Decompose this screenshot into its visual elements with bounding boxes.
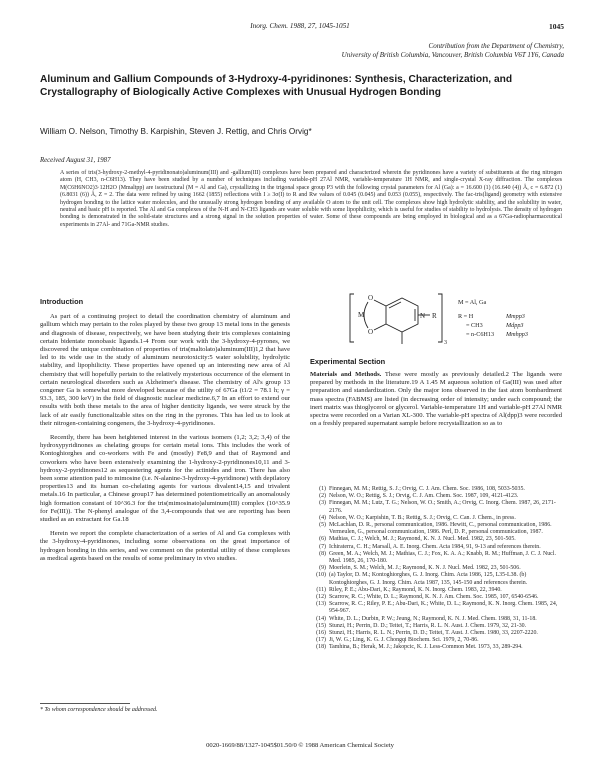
reference-item (310, 637, 562, 644)
chelate-arc (364, 302, 368, 328)
reference-text: Stunzi, H.; Harris, R. L. N.; Perrin, D. D.; Teitei, T. Aust. J. Chem. 1980, 33, 2207-2220. (329, 630, 538, 637)
contribution-line-1: Contribution from the Department of Chemistry, (428, 42, 564, 50)
reference-number: (3) (319, 500, 326, 507)
running-header (0, 22, 600, 36)
reference-number: (7) (319, 543, 326, 550)
experimental-text (310, 371, 562, 428)
reference-text: McLachlan, D. R., personal communication, 1986. Hewitt, C., personal communication, 1986. Vermeulen, G., personal communication, 1986. Perl, D. P., personal communication, 1987. (329, 522, 552, 536)
copyright-footer: 0020-1669/88/1327-1045$01.50/0 © 1988 American Chemical Society (206, 742, 394, 749)
reference-number: (6) (319, 536, 326, 543)
legend-r-hex: = n-C6H13 (466, 331, 495, 338)
bracket-right (438, 294, 442, 342)
bracket-left (350, 294, 354, 342)
bond-oxygen (374, 324, 386, 330)
left-column (40, 292, 290, 569)
reference-number: (5) (319, 522, 326, 529)
reference-item (310, 623, 562, 630)
reference-item (310, 544, 562, 551)
reference-item (310, 522, 562, 536)
reference-number: (10) (316, 572, 326, 579)
reference-item (310, 536, 562, 543)
reference-text: Nelson, W. O.; Karpishin, T. B.; Rettig, S. J.; Orvig, C. Can. J. Chem., in press. (329, 514, 516, 521)
reference-item (310, 630, 562, 637)
reference-text: Green, M. A.; Welch, M. J.; Mathias, C. J.; Fox, K. A. A.; Knabb, R. M.; Huffman, J. C. J. Nucl. Med. 1985, 26, 170-180. (329, 550, 556, 565)
reference-item (310, 572, 562, 586)
metal-label: M (358, 311, 365, 319)
experimental-body: These were mostly as previously detailed.2 The ligands were prepared by methods in the literature.19 A 1.45 M aqueous solution of Ga(III) was used after preparation and standardization. Only the major ions observed in the fast atom bombardment mass spectra (FABMS) are listed (in decreasing order of intensity; under each compound; the inert matrix was thioglycerol or glycerol. Variable-temperature 1H and variable-pH 27Al NMR spectra were recorded on a Varian XL-300. The variable-pH spectra of Al(dpp)3 were recorded on a freshly prepared supernatant sample before recrystallization so as to (310, 371, 562, 428)
reference-number: (15) (316, 622, 326, 629)
reference-number: (18) (316, 644, 326, 651)
footnote: * To whom correspondence should be addressed. (40, 707, 158, 713)
reference-text: Finnegan, M. M.; Rettig, S. J.; Orvig, C. J. Am. Chem. Soc. 1986, 108, 5033-5035. (329, 486, 525, 492)
ring-bond-shape (386, 298, 418, 332)
reference-text: Stunzi, H.; Perrin, D. D.; Teitei, T.; Harris, R. L. N. Aust. J. Chem. 1979, 32, 21-30. (329, 622, 527, 629)
reference-number: (16) (316, 630, 326, 637)
bond-carbonyl (374, 300, 386, 306)
contribution-line-2: University of British Columbia, Vancouver, British Columbia V6T 1Y6, Canada (341, 51, 564, 59)
reference-item (310, 551, 562, 565)
reference-item (310, 486, 562, 493)
received-date: Received August 31, 1987 (40, 157, 111, 164)
intro-paragraph: Herein we report the complete characterization of a series of Al and Ga complexes with the 3-hydroxy-4-pyridinones, including some observations on the great importance of hydrogen bonding in this series, and we comment on the potential utility of these complexes as medical agents based on the results of some preliminary in vivo studies. (40, 530, 290, 562)
reference-text: Riley, P. E.; Abu-Dari, K.; Raymond, K. N. Inorg. Chem. 1983, 22, 3940. (329, 586, 502, 593)
reference-text: Nelson, W. O.; Rettig, S. J.; Orvig, C. J. Am. Chem. Soc. 1987, 109, 4121-4123. (329, 493, 519, 500)
intro-paragraph: As part of a continuing project to detail the coordination chemistry of aluminum and gallium which may pertain to the roles played by these two group 13 metal ions in the genesis and diagnosis of disease, respectively, we have been studying their tris complexes containing certain bidentate monobasic ligands.1-4 From our work with the 3-hydroxy-4-pyrones, we discovered the unique combination of properties of tris(maltolato)aluminum(III)1,2 that have led to its wide use in the study of aluminum neurotoxicity:5 water solubility, hydrolytic stability, and lipophilicity. These properties have opened up an interesting new area of Al chemistry that will hopefully pertain to the relatively mysterious occurrence of the element in certain neurological disorders such as Alzheimer's disease. The chemistry of Al's group 13 congener Ga is somewhat more developed because of the utility of 67Ga (t1/2 = 78.1 h; γ = 93.3, 185, 300 keV) in the field of diagnostic nuclear medicine.6,7 In an effort to extend our results with both these metals to the area of higher denticity ligands, we were struck by the lack of air easily functionalizable sites on the ring in the pyrones. This has led us to look at their nitrogen-containing congeners, the 3-hydroxy-4-pyridinones. (40, 313, 290, 427)
oxygen-label-1: O (368, 294, 374, 302)
experimental-lead: Materials and Methods. (310, 371, 382, 378)
reference-text: Moerlein, S. M.; Welch, M. J.; Raymond, K. N. J. Nucl. Med. 1982, 23, 501-506. (329, 565, 521, 572)
legend-metal: M = Al, Ga (458, 299, 487, 306)
legend-r-h: R = H (458, 313, 474, 320)
compound-name-2: Mdpp3 (506, 322, 524, 329)
compound-name-1: Mmpp3 (506, 313, 525, 320)
r-group-label: R (432, 312, 437, 320)
reference-item (310, 616, 562, 623)
reference-number: (11) (316, 586, 326, 593)
article-title: Aluminum and Gallium Compounds of 3-Hydroxy-4-pyridinones: Synthesis, Characterization, and Crystallography of Biologically Active Complexes with Unusual Hydrogen Bonding (40, 74, 513, 98)
reference-number: (12) (316, 594, 326, 601)
reference-number: (4) (319, 514, 326, 521)
reference-item (310, 644, 562, 651)
reference-text: Scarrow, R. C.; Riley, P. E.; Abu-Dari, K.; White, D. L.; Raymond, K. N. Inorg. Chem. 1985, 24, 954-967. (329, 601, 558, 615)
reference-item (310, 587, 562, 594)
pyridinone-ring (350, 294, 442, 344)
intro-heading: Introduction (40, 297, 84, 306)
reference-list (310, 486, 562, 652)
reference-number: (13) (316, 601, 326, 608)
subscript-3: 3 (444, 340, 447, 346)
page-number: 1045 (549, 22, 564, 31)
reference-number: (14) (316, 615, 326, 622)
compound-name-3: Mmhpp3 (506, 331, 528, 338)
reference-number: (1) (319, 486, 326, 492)
reference-item (310, 500, 562, 514)
oxygen-label-2: O (368, 328, 374, 336)
reference-text: Scarrow, R. C.; White, D. L.; Raymond, K. N. J. Am. Chem. Soc. 1985, 107, 6540-6546. (329, 594, 539, 601)
footnote-divider (40, 703, 130, 704)
contribution-affiliation (342, 42, 564, 60)
chemical-structure (346, 290, 546, 362)
journal-citation: Inorg. Chem. 1988, 27, 1045-1051 (250, 22, 350, 30)
reference-item (310, 493, 562, 500)
reference-text: Finnegan, M. M.; Lutz, T. G.; Nelson, W. O.; Smith, A.; Orvig, C. Inorg. Chem. 1987, 26, 2171-2176. (329, 500, 556, 514)
reference-item (310, 515, 562, 522)
reference-item (310, 601, 562, 615)
reference-text: Ichiraterra, C. H.; Marsall, A. E. Inorg. Chem. Acta 1984, 91, 9-13 and references therein. (329, 543, 541, 550)
reference-number: (8) (319, 550, 326, 557)
reference-number: (2) (319, 493, 326, 500)
reference-number: (17) (316, 637, 326, 644)
reference-text: White, D. L.; Durbin, P. W.; Jeung, N.; Raymond, K. N. J. Med. Chem. 1988, 31, 11-18. (329, 615, 537, 622)
reference-text: Ji, W. G.; Ling, K. G. J. Chongqi Biochem. Sci. 1979, 2, 70-86. (329, 637, 479, 644)
legend-r-ch3: = CH3 (466, 322, 483, 329)
abstract: A series of tris(3-hydroxy-2-methyl-4-pyridinonato)aluminum(III) and -gallium(III) complexes have been prepared and characterized wherein the pyridinones have a variety of substituents at the ring nitrogen atom (H, CH3, n-C6H13). They have been studied by a number of techniques including variable-pH 27Al NMR, variable-temperature 1H NMR, and single-crystal X-ray diffraction. The complexes M(C6H6NO2)3·12H2O (Mmaltpp) are isostructural (M = Al and Ga), crystallizing in the trigonal space group P3 with the following crystal parameters for Al (Ga): a = 16.600 (1) (16.640 (4)) Å, c = 6.872 (1) (6.8031 (6)) Å, Z = 2. The data were refined by using 1662 (1855) reflections with I ≥ 3σ(I) to R and Rw values of 0.045 (0.045) and 0.053 (0.055), respectively. The fac-tris(ligand) geometry with extensive hydrogen bonding to the lattice water molecules, and the unusually strong hydrogen bonding of any available O atom to the unit cell. The complexes show high hydrolytic stability, and the solubility in water, neutral and basic pH is reported. The Al and Ga complexes of the N-H and N-CH3 ligands are water soluble with some lipophilicity, which is useful for studies of stability to hydrolysis. The density of hydrogen bonding is demonstrated in the solid-state structures and a strong signal in the solution properties of water. Some of these compounds are being employed in biological and as a 67Ga-radiopharmaceutical experiments in 27Al- and 71Ga-NMR studies. (60, 170, 562, 228)
ring-double-bond (389, 302, 401, 308)
intro-paragraph: Recently, there has been heightened interest in the various isomers (1,2; 3,2; 3,4) of the hydroxypyridinones as chelating groups for certain metal ions. This includes the work of Kontoghiorghes and co-workers with Fe and (mostly) Fe8,9 and that of Raymond and coworkers who have been extensively examining the 1-hydroxy-2-pyridinones10,11 and 3-hydroxy-2-pyridinones12 as sequestering agents for the actinides and iron. There has also been some attention paid to mimosine (i.e. N-alanine-3-hydroxy-4-pyridinone) with depilatory properties13 and its human co-chelating agents for various divalent14,15 and trivalent metals.16 In particular, a Chinese group17 has determined potentiometrically an anomalously high formation constant of 10^36.3 for the tris(mimosinato)aluminum(III) complex (10^35.9 for Fe(III)). The N-phenyl analogue of the 3,4-compounds that we are reporting has been studied as an extractant for Ga.18 (40, 434, 290, 524)
reference-item (310, 594, 562, 601)
reference-text: Mathias, C. J.; Welch, M. J.; Raymond, K. N. J. Nucl. Med. 1982, 23, 501-505. (329, 536, 516, 543)
reference-number: (9) (319, 565, 326, 572)
reference-text: Tamhina, B.; Herak, M. J.; Jakopcic, K. J. Less-Common Met. 1973, 33, 289-294. (329, 644, 523, 651)
nitrogen-label: N (420, 312, 426, 320)
experimental-heading: Experimental Section (310, 357, 386, 366)
article-authors: William O. Nelson, Timothy B. Karpishin, Steven J. Rettig, and Chris Orvig* (40, 127, 312, 136)
reference-text: (a) Taylor, D. M.; Kontoghiorghes, G. J. Inorg. Chim. Acta 1986, 125, L35-L38. (b) Kontoghiorghes, G. J. Inorg. Chim. Acta 1987, 135, 145-150 and references therein. (329, 572, 528, 586)
